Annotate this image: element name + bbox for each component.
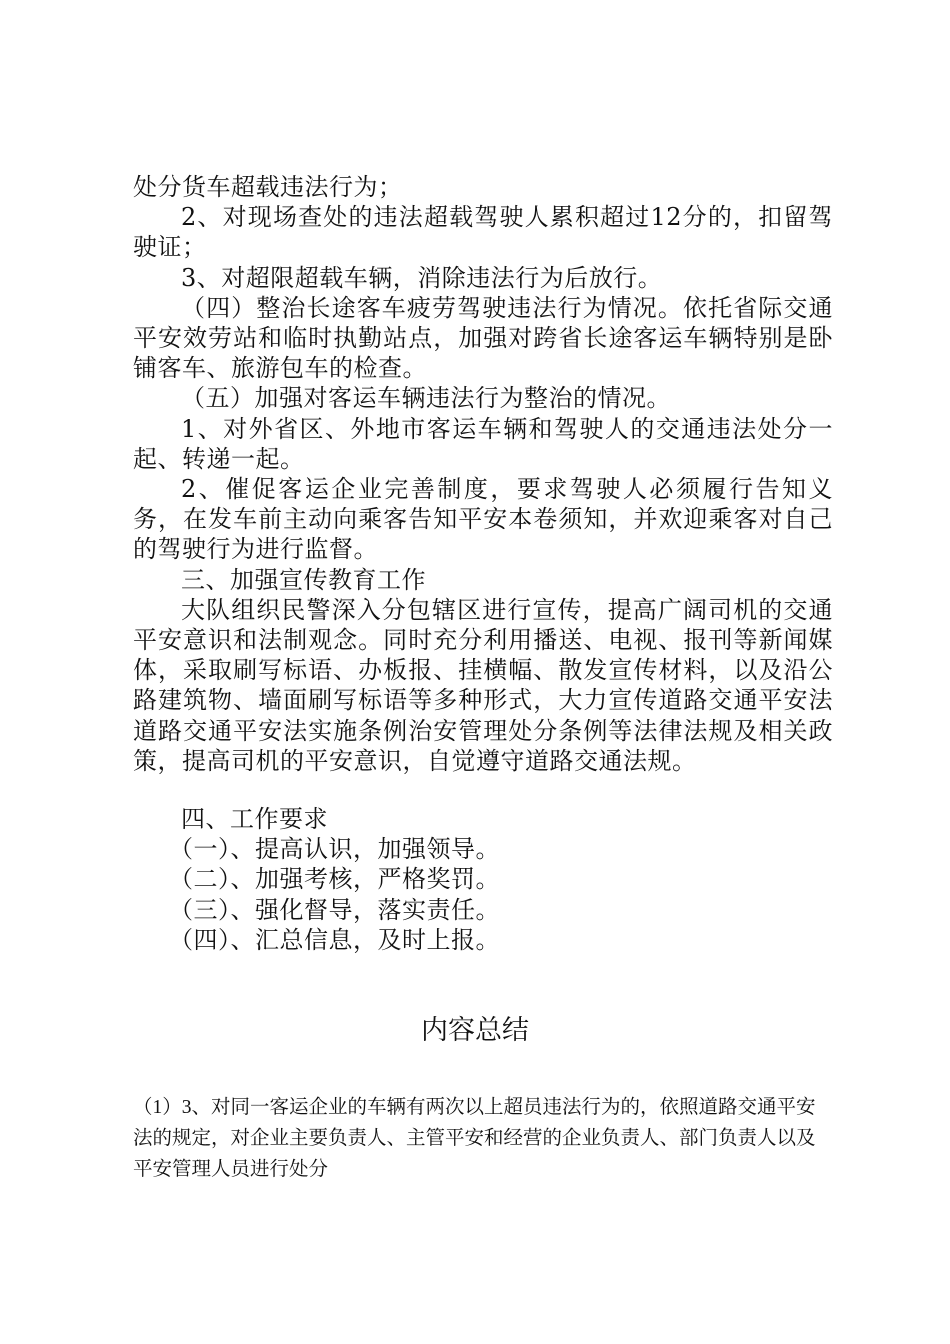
summary-block: [133, 1092, 823, 1185]
paragraph-5: （五）加强对客运车辆违法行为整治的情况。: [181, 384, 671, 413]
paragraph-7: 2、催促客运企业完善制度，要求驾驶人必须履行告知义务，在发车前主动向乘客告知平安本卷须知，并欢迎乘客对自己的驾驶行为进行监督。: [133, 475, 833, 564]
section-heading-3: 三、加强宣传教育工作: [181, 565, 426, 594]
paragraph-2: 2、对现场查处的违法超载驾驶人累积超过12分的，扣留驾驶证；: [133, 203, 833, 262]
paragraph-9: 大队组织民警深入分包辖区进行宣传，提高广阔司机的交通平安意识和法制观念。同时充分利用播送、电视、报刊等新闻媒体，采取刷写标语、办板报、挂横幅、散发宣传材料，以及沿公路建筑物、墙面刷写标语等多种形式，大力宣传道路交通平安法道路交通平安法实施条例治安管理处分条例等法律法规及相关政策，提高司机的平安意识，自觉遵守道路交通法规。: [133, 595, 833, 775]
document-body: [133, 172, 833, 955]
requirement-item-3: （三）、强化督导，落实责任。: [169, 895, 500, 924]
summary-title: 内容总结: [421, 1015, 529, 1046]
paragraph-6: 1、对外省区、外地市客运车辆和驾驶人的交通违法处分一起、转递一起。: [133, 414, 833, 473]
requirement-item-1: （一）、提高认识，加强领导。: [169, 835, 500, 864]
section-heading-4: 四、工作要求: [181, 805, 328, 834]
requirement-item-2: （二）、加强考核，严格奖罚。: [169, 865, 500, 894]
paragraph-gap: [133, 776, 833, 804]
paragraph-3: 3、对超限超载车辆，消除违法行为后放行。: [181, 263, 663, 292]
requirement-item-4: （四）、汇总信息，及时上报。: [169, 925, 500, 954]
summary-text: （1）3、对同一客运企业的车辆有两次以上超员违法行为的，依照道路交通平安法的规定，对企业主要负责人、主管平安和经营的企业负责人、部门负责人以及平安管理人员进行处分: [133, 1097, 816, 1180]
paragraph-4: （四）整治长途客车疲劳驾驶违法行为情况。依托省际交通平安效劳站和临时执勤站点，加强对跨省长途客运车辆特别是卧铺客车、旅游包车的检查。: [133, 293, 833, 383]
paragraph-1: 处分货车超载违法行为；: [133, 173, 403, 201]
